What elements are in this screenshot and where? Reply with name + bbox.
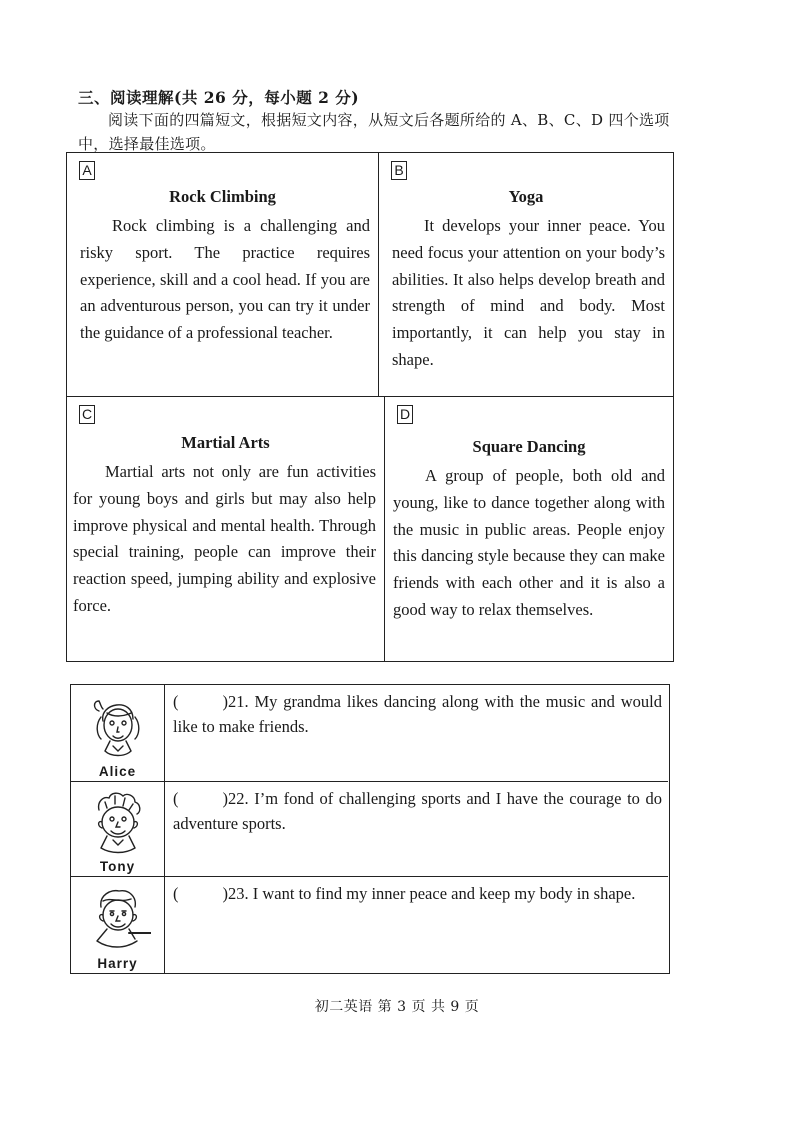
- passage-letter: D: [397, 405, 413, 424]
- question-row: [71, 782, 668, 877]
- answer-paren-open: (: [173, 692, 179, 711]
- avatar-cell: [71, 685, 165, 781]
- passage-body: A group of people, both old and young, like to dance together along with the music in public areas. People enjoy this dancing style because they can make friends with each other and it is also a good way to relax themselves.: [393, 466, 665, 619]
- question-body: 21. My grandma likes dancing along with the music and would like to make friends.: [173, 692, 662, 736]
- passage-c: [67, 397, 385, 661]
- question-body: 22. I’m fond of challenging sports and I have the courage to do adventure sports.: [173, 789, 662, 833]
- question-text: [173, 786, 662, 836]
- passage-title: Rock Climbing: [169, 187, 276, 206]
- avatar-cell: [71, 782, 165, 876]
- boy-portrait-icon: [85, 883, 151, 953]
- page-footer: 初二英语 第 3 页 共 9 页: [314, 999, 480, 1015]
- passage-letter: A: [79, 161, 95, 180]
- passage-title: Square Dancing: [472, 437, 586, 456]
- answer-paren-open: (: [173, 884, 179, 903]
- passage-title: Martial Arts: [181, 433, 270, 452]
- avatar-cell: [71, 877, 165, 973]
- student-name: Alice: [98, 764, 137, 779]
- student-name: Harry: [97, 956, 138, 971]
- answer-paren-open: (: [173, 789, 179, 808]
- student-name: Tony: [99, 859, 136, 874]
- passage-letter: B: [391, 161, 407, 180]
- boy-portrait-icon: [85, 788, 151, 858]
- passage-b: [379, 153, 673, 397]
- instructions: 阅读下面的四篇短文，根据短文内容，从短文后各题所给的 A、B、C、D 四个选项中，选择最佳选项。: [78, 111, 670, 153]
- question-text: [173, 689, 662, 739]
- answer-paren-close: ): [222, 789, 228, 808]
- answer-paren-close: ): [222, 692, 228, 711]
- passage-body: Martial arts not only are fun activities for young boys and girls but may also help improve physical and mental health. Through special training, people can improve their reaction speed, jumping ability and explosive force.: [73, 462, 376, 615]
- question-row: [71, 685, 668, 782]
- question-text: [173, 881, 662, 906]
- passages-grid: [66, 152, 674, 662]
- answer-paren-close: ): [222, 884, 228, 903]
- passage-body: It develops your inner peace. You need focus your attention on your body’s abilities. It also helps develop breath and strength of mind and body. Most importantly, it can help you stay in shape.: [392, 216, 665, 369]
- girl-portrait-icon: [85, 691, 151, 761]
- passage-a: [67, 153, 379, 397]
- question-body: 23. I want to find my inner peace and keep my body in shape.: [228, 884, 636, 903]
- passage-body: Rock climbing is a challenging and risky sport. The practice requires experience, skill and a cool head. If you are an adventurous person, you can try it under the guidance of a professional teacher.: [80, 216, 370, 343]
- question-row: [71, 877, 668, 973]
- passage-title: Yoga: [508, 187, 544, 206]
- section-title: 三、阅读理解(共 26 分，每小题 2 分): [78, 88, 360, 107]
- questions-table: [70, 684, 670, 974]
- passage-letter: C: [79, 405, 95, 424]
- passage-d: [385, 397, 673, 661]
